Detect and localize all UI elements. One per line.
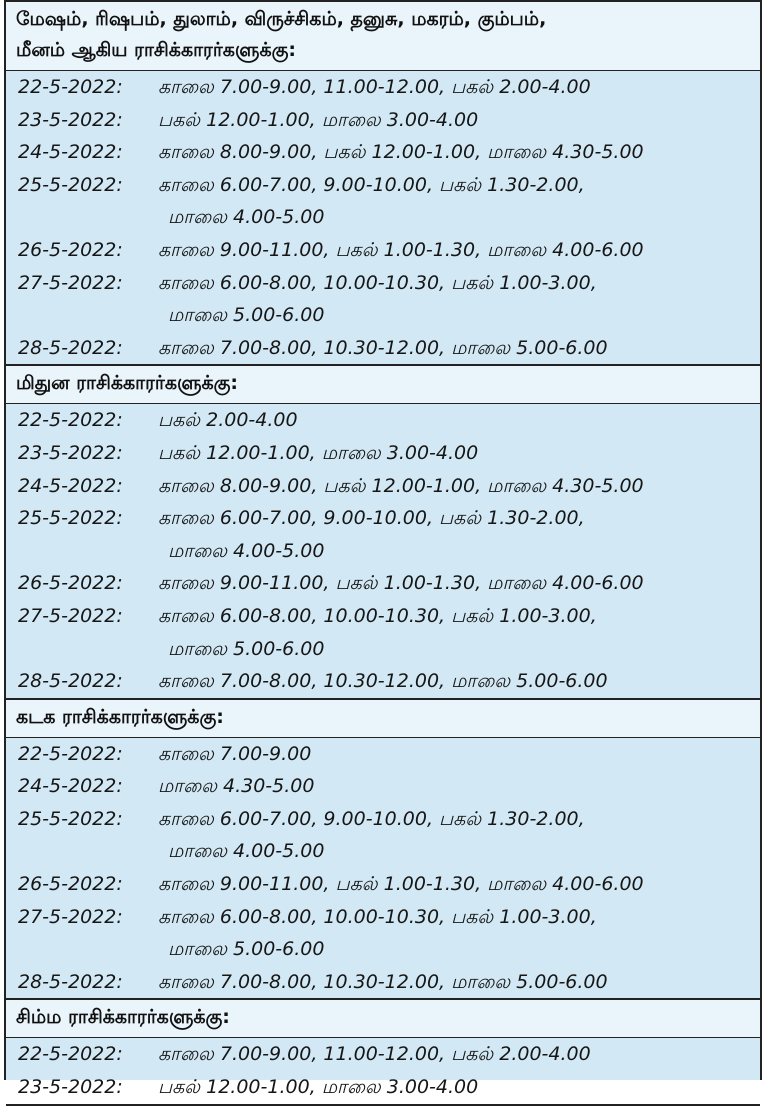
timing-row (18, 600, 760, 633)
date-label: 25-5-2022: (18, 173, 123, 196)
time-slots: காலை 6.00-7.00, 9.00-10.00, பகல் 1.30-2.00, (158, 173, 585, 196)
time-slots-continued: மாலை 4.00-5.00 (168, 539, 325, 562)
timing-row (18, 136, 760, 169)
timing-row (18, 234, 760, 267)
time-slots-continued: மாலை 4.00-5.00 (168, 840, 325, 863)
time-slots: காலை 6.00-7.00, 9.00-10.00, பகல் 1.30-2.00, (158, 807, 585, 830)
date-label: 25-5-2022: (18, 507, 123, 530)
section-header-line: மீனம் ஆகிய ராசிக்காரர்களுக்கு: (16, 39, 296, 61)
time-slots: பகல் 12.00-1.00, மாலை 3.00-4.00 (158, 108, 479, 131)
date-label: 22-5-2022: (18, 1043, 123, 1066)
date-label: 24-5-2022: (18, 141, 123, 164)
timing-row (18, 738, 760, 771)
time-slots: காலை 9.00-11.00, பகல் 1.00-1.30, மாலை 4.00-6.00 (158, 572, 644, 595)
timing-row (18, 267, 760, 300)
section-header-line: மிதுன ராசிக்காரர்களுக்கு: (16, 372, 239, 395)
time-slots: காலை 6.00-8.00, 10.00-10.30, பகல் 1.00-3.00, (158, 905, 597, 928)
rasi-section (6, 700, 760, 1001)
timing-row (18, 437, 760, 470)
rasi-section (6, 366, 760, 699)
date-label: 27-5-2022: (18, 271, 123, 294)
date-label: 22-5-2022: (18, 742, 123, 765)
date-label: 22-5-2022: (18, 76, 123, 98)
time-slots-continued: மாலை 4.00-5.00 (168, 206, 325, 229)
time-slots: காலை 8.00-9.00, பகல் 12.00-1.00, மாலை 4.30-5.00 (158, 141, 644, 164)
time-slots: காலை 7.00-8.00, 10.30-12.00, மாலை 5.00-6.00 (158, 336, 608, 359)
time-slots: பகல் 2.00-4.00 (158, 409, 298, 432)
time-slots: காலை 7.00-9.00, 11.00-12.00, பகல் 2.00-4.00 (158, 76, 591, 98)
time-slots: மாலை 4.30-5.00 (158, 775, 315, 798)
date-label: 28-5-2022: (18, 670, 123, 693)
section-header (6, 2, 760, 71)
timing-row (18, 868, 760, 901)
date-label: 24-5-2022: (18, 775, 123, 798)
time-slots: காலை 7.00-8.00, 10.30-12.00, மாலை 5.00-6.00 (158, 970, 608, 993)
date-label: 26-5-2022: (18, 873, 123, 896)
timing-row (18, 470, 760, 503)
timing-rows (6, 71, 760, 364)
date-label: 26-5-2022: (18, 238, 123, 261)
timing-rows (6, 1038, 760, 1103)
time-slots: காலை 6.00-8.00, 10.00-10.30, பகல் 1.00-3.00, (158, 271, 597, 294)
timing-row (18, 332, 760, 365)
section-header (6, 1000, 760, 1038)
date-label: 25-5-2022: (18, 807, 123, 830)
timing-row (18, 665, 760, 698)
time-slots: காலை 7.00-9.00 (158, 742, 312, 765)
time-slots: காலை 6.00-7.00, 9.00-10.00, பகல் 1.30-2.00, (158, 507, 585, 530)
time-slots: காலை 6.00-8.00, 10.00-10.30, பகல் 1.00-3.00, (158, 604, 597, 627)
timing-row (18, 1071, 760, 1104)
date-label: 23-5-2022: (18, 441, 123, 464)
timing-table (4, 0, 762, 1099)
time-slots-continued: மாலை 5.00-6.00 (168, 304, 325, 327)
timing-row (18, 104, 760, 137)
section-header (6, 700, 760, 738)
time-slots: காலை 7.00-8.00, 10.30-12.00, மாலை 5.00-6.00 (158, 670, 608, 693)
timing-row (18, 502, 760, 535)
timing-rows (6, 738, 760, 999)
date-label: 28-5-2022: (18, 336, 123, 359)
time-slots: பகல் 12.00-1.00, மாலை 3.00-4.00 (158, 441, 479, 464)
timing-row (18, 169, 760, 202)
time-slots: காலை 9.00-11.00, பகல் 1.00-1.30, மாலை 4.00-6.00 (158, 873, 644, 896)
timing-row (18, 803, 760, 836)
timing-row (18, 1038, 760, 1071)
date-label: 27-5-2022: (18, 905, 123, 928)
date-label: 26-5-2022: (18, 572, 123, 595)
time-slots: பகல் 12.00-1.00, மாலை 3.00-4.00 (158, 1076, 479, 1099)
rasi-section (6, 0, 760, 366)
section-header-line: மேஷம், ரிஷபம், துலாம், விருச்சிகம், தனுசு, மகரம், கும்பம், (16, 8, 547, 30)
timing-row (18, 966, 760, 999)
time-slots: காலை 8.00-9.00, பகல் 12.00-1.00, மாலை 4.30-5.00 (158, 474, 644, 497)
section-header-line: கடக ராசிக்காரர்களுக்கு: (16, 705, 224, 728)
rasi-section (6, 1000, 760, 1105)
date-label: 28-5-2022: (18, 970, 123, 993)
time-slots-continued: மாலை 5.00-6.00 (168, 637, 325, 660)
section-header (6, 366, 760, 404)
date-label: 23-5-2022: (18, 1076, 123, 1099)
date-label: 27-5-2022: (18, 604, 123, 627)
timing-row (18, 770, 760, 803)
date-label: 24-5-2022: (18, 474, 123, 497)
timing-rows (6, 404, 760, 697)
section-header-line: சிம்ம ராசிக்காரர்களுக்கு: (16, 1006, 230, 1029)
date-label: 22-5-2022: (18, 409, 123, 432)
timing-row (18, 71, 760, 104)
timing-row (18, 404, 760, 437)
time-slots: காலை 9.00-11.00, பகல் 1.00-1.30, மாலை 4.00-6.00 (158, 238, 644, 261)
date-label: 23-5-2022: (18, 108, 123, 131)
time-slots: காலை 7.00-9.00, 11.00-12.00, பகல் 2.00-4.00 (158, 1043, 591, 1066)
timing-row (18, 901, 760, 934)
time-slots-continued: மாலை 5.00-6.00 (168, 938, 325, 961)
timing-row (18, 567, 760, 600)
